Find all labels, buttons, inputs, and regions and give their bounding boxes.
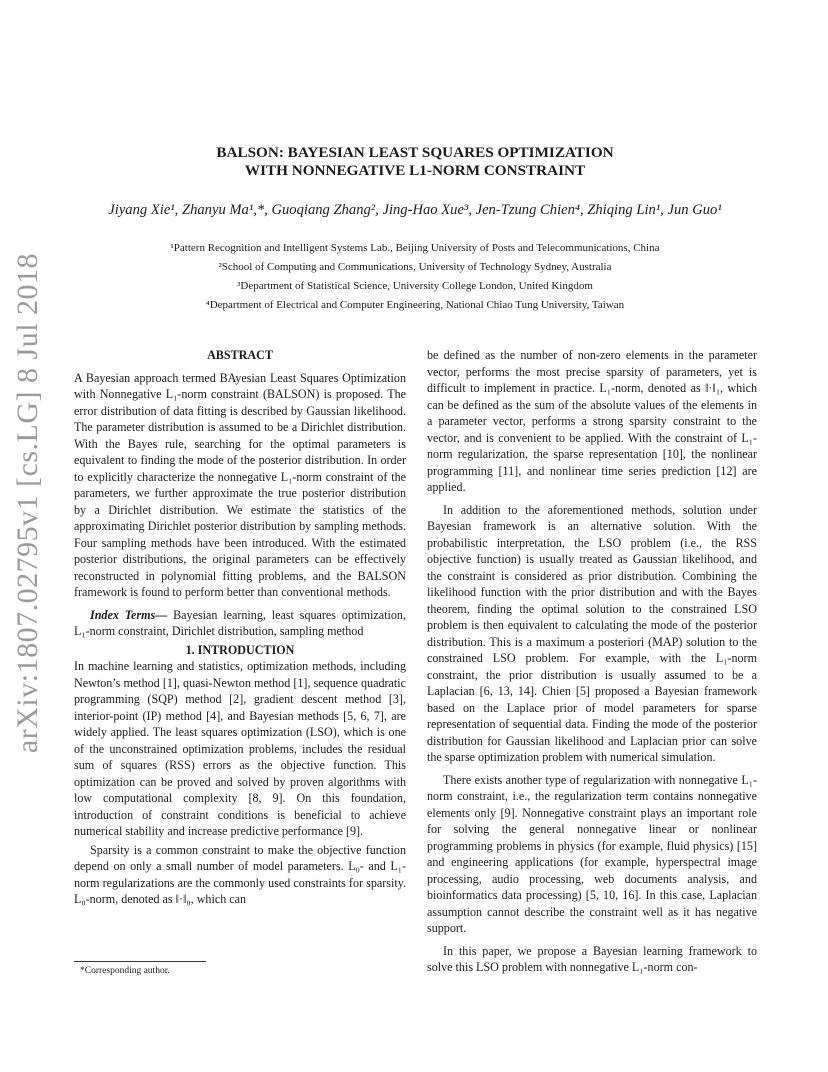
abstract-text: A Bayesian approach termed BAyesian Least Squares Optimization with Nonnegative L₁-norm constraint (BALSON) is proposed. The error distribution of data fitting is described by Gaussian likelihood. The parameter distribution is assumed to be a Dirichlet distribution. With the Bayes rule, searching for the optimal parameters is equivalent to finding the mode of the posterior distribution. In order to explicitly characterize the nonnegative L₁-norm constraint of the parameters, we further approximate the true posterior distribution by a Dirichlet distribution. We estimate the statistics of the approximating Dirichlet posterior distribution by sampling methods. Four sampling methods have been introduced. With the estimated posterior distributions, the original parameters can be effectively reconstructed in polynomial fitting problems, and the BALSON framework is found to perform better than conventional methods. [74,370,406,599]
abstract-heading: ABSTRACT [207,348,273,362]
right-paragraph-3: There exists another type of regularization with nonnegative L₁-norm constraint, i.e., the regularization term contains nonnegative elements only [9]. Nonnegative constraint plays an important role for solving the general nonnegative linear or nonlinear programming problems in physics (for example, fluid physics) [15] and engineering applications (for example, hyperspectral image processing, audio processing, web documents analysis, and bioinformatics data processing) [5, 10, 16]. In this case, Laplacian assumption cannot describe the constraint well as it has negative support. [427,772,757,935]
affiliation-2: ²School of Computing and Communications, University of Technology Sydney, Australia [218,261,612,273]
affiliation-4: ⁴Department of Electrical and Computer Engineering, National Chiao Tung University, Taiwan [205,299,625,311]
intro-paragraph-2: Sparsity is a common constraint to make the objective function depend on only a small number of model parameters. L₀- and L₁-norm regularizations are the commonly used constraints for sparsity. L₀-norm, denoted as ‖·‖₀, which can [74,842,406,906]
right-paragraph-2: In addition to the aforementioned methods, solution under Bayesian framework is an alternative solution. With the probabilistic interpretation, the LSO problem (i.e., the RSS objective function) is usually treated as Gaussian likelihood, and the constraint is considered as prior distribution. Combining the likelihood function with the prior distribution and with the Bayes theorem, finding the optimal solution to the constrained LSO problem is then equivalent to calculating the mode of the posterior distribution. This is a maximum a posteriori (MAP) solution to the constrained LSO problem. For example, with the L₁-norm constraint, the prior distribution is usually assumed to be a Laplacian [6, 13, 14]. Chien [5] proposed a Bayesian framework based on the Laplace prior of model parameters for sparse representation of sequential data. Finding the mode of the posterior distribution for Gaussian likelihood and Laplacian prior can solve the sparse optimization problem with numerical simulation. [427,502,757,764]
title-line-2: WITH NONNEGATIVE L1-NORM CONSTRAINT [244,162,586,179]
paper-title [70,144,760,180]
affiliation-1: ¹Pattern Recognition and Intelligent Systems Lab., Beijing University of Posts and Telecommunications, China [170,242,660,254]
intro-paragraph-1: In machine learning and statistics, optimization methods, including Newton’s method [1], quasi-Newton method [1], sequence quadratic programming (SQP) method [2], gradient descent method [3], interior-point (IP) method [4], and Bayesian methods [5, 6, 7], are widely applied. The least squares optimization (LSO), which is one of the unconstrained optimization problems, includes the residual sum of squares (RSS) errors as the objective function. This optimization can be proved and solved by proven algorithms with low computational complexity [8, 9]. On this foundation, introduction of constraint conditions is beneficial to achieve numerical stability and increase predictive performance [9]. [74,659,406,838]
left-column [74,347,406,908]
affiliation-3: ³Department of Statistical Science, University College London, United Kingdom [237,280,593,292]
footnote-rule [74,961,206,962]
title-line-1: BALSON: BAYESIAN LEAST SQUARES OPTIMIZATION [216,144,614,161]
right-paragraph-1: be defined as the number of non-zero elements in the parameter vector, performs the most precise sparsity of parameters, yet is difficult to implement in practice. L₁-norm, denoted as ‖·‖₁, which can be defined as the sum of the absolute values of the elements in a parameter vector, performs a strong sparsity constraint to the vector, and is convenient to be applied. With the constraint of L₁-norm regularization, the sparse representation [10], the nonlinear programming [11], and nonlinear time series prediction [12] are applied. [427,348,757,494]
author-list: Jiyang Xie¹, Zhanyu Ma¹,*, Guoqiang Zhang², Jing-Hao Xue³, Jen-Tzung Chien⁴, Zhiqing Lin¹, Jun Guo¹ [108,202,722,218]
right-paragraph-4: In this paper, we propose a Bayesian learning framework to solve this LSO problem with nonnegative L₁-norm con- [427,943,757,974]
right-column [427,347,757,976]
intro-heading: 1. INTRODUCTION [185,642,295,657]
arxiv-stamp [6,252,50,754]
index-terms [74,607,406,640]
index-terms-text: Bayesian learning, least squares optimization, L₁-norm constraint, Dirichlet distribution, sampling method [74,607,406,638]
arxiv-id: arXiv:1807.02795v1 [cs.LG] 8 Jul 2018 [11,252,44,754]
index-terms-label: Index Terms— [90,607,168,622]
footnote: *Corresponding author. [80,966,170,976]
